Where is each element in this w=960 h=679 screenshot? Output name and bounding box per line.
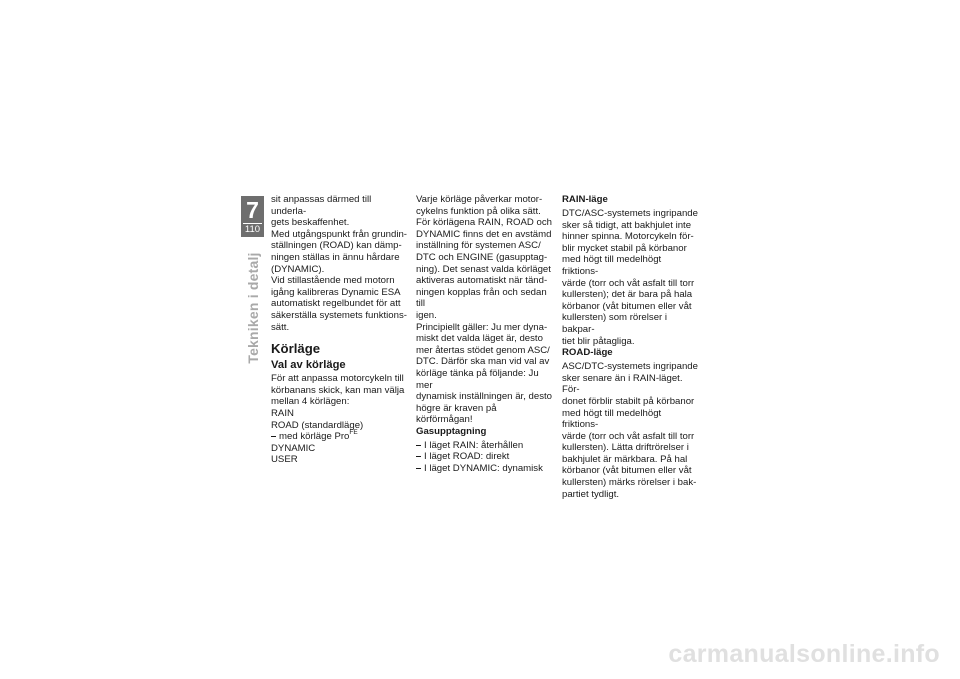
- pro-modes-list: DYNAMIC USER: [271, 442, 316, 466]
- intro-paragraph: sit anpassas därmed till underla- gets beskaffenhet. Med utgångspunkt från grundin- ställningen (ROAD) kan dämp- ningen ställas in ännu hårdare (DYNAMIC). Vid stillastående med motorn igång kalibreras Dynamic ESA automatiskt regelbundet för att säkerställa systemets funktions- sätt.: [271, 194, 407, 333]
- chapter-tab: [241, 196, 264, 237]
- text-column-3: [562, 194, 700, 500]
- text-column-2: [416, 194, 552, 475]
- mode-effect-paragraph: Varje körläge påverkar motor- cykelns funktion på olika sätt. För körlägena RAIN, ROAD och DYNAMIC finns det en avstämd inställning för systemen ASC/ DTC och ENGINE (gasupptag- ning). Det senast valda körläget aktiveras automatiskt när tänd- ningen kopplas från och sedan till igen. Principiellt gäller: Ju mer dyna- miskt det valda läget är, desto mer återtas stödet genom ASC/ DTC. Därför ska man vid val av körläge tänka på följande: Ju mer dynamisk inställningen är, desto högre är kraven på körförmågan!: [416, 194, 552, 426]
- throttle-response-list: [416, 440, 552, 475]
- heading-rain-lage: RAIN-läge: [562, 194, 608, 205]
- list-item: I läget RAIN: återhållen: [416, 440, 552, 452]
- list-item: [271, 428, 407, 443]
- page-number: 110: [244, 224, 261, 235]
- pro-option-text: med körläge Pro: [279, 431, 350, 443]
- chapter-side-label: [241, 240, 264, 375]
- subheading-val-av-korlage: Val av körläge: [271, 359, 346, 372]
- chapter-number: 7: [246, 197, 259, 223]
- heading-gasupptagning: Gasupptagning: [416, 425, 487, 437]
- heading-road-lage: ROAD-läge: [562, 347, 613, 359]
- watermark: carmanualsonline.info: [668, 640, 940, 668]
- dash-list-pro: [271, 428, 407, 443]
- mode-selection-paragraph: För att anpassa motorcykeln till körbanans skick, kan man välja mellan 4 körlägen: RAIN ROAD (standardläge): [271, 373, 405, 431]
- road-mode-paragraph: ASC/DTC-systemets ingripande sker senare än i RAIN-läget. För- donet förblir stabilt på körbanor med högt till medelhögt friktions- värde (torr och våt asfalt till torr kullersten). Lätta driftrörelser i bakhjulet är märkbara. På hal körbanor (våt bitumen eller våt kullersten) märks rörelser i bak- partiet tydligt.: [562, 361, 698, 500]
- pro-option-sup: FE: [349, 428, 358, 436]
- text-column-1: [271, 194, 407, 466]
- chapter-title: Tekniken i detalj: [244, 251, 261, 364]
- list-item: I läget DYNAMIC: dynamisk: [416, 463, 552, 475]
- rain-mode-paragraph: DTC/ASC-systemets ingripande sker så tidigt, att bakhjulet inte hinner spinna. Motorcykeln för- blir mycket stabil på körbanor med högt till medelhögt friktions- värde (torr och våt asfalt till torr kullersten); det är bara på hala körbanor (våt bitumen eller våt kullersten) som rörelser i bakpar- tiet blir påtagliga.: [562, 208, 698, 347]
- list-item: I läget ROAD: direkt: [416, 451, 552, 463]
- section-heading-korlage: Körläge: [271, 341, 321, 357]
